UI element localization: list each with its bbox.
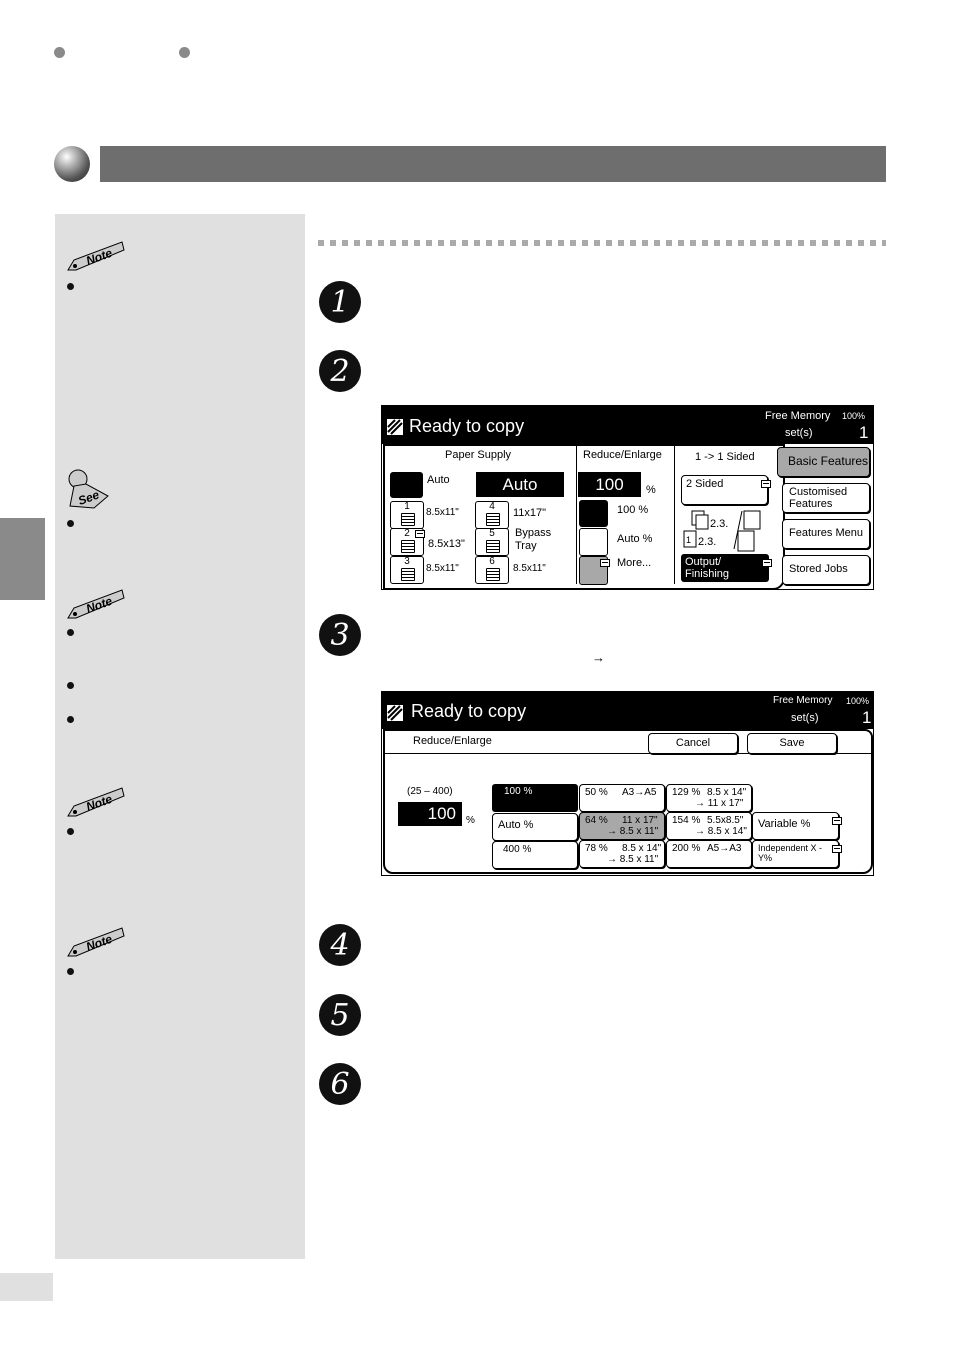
two-sided-button[interactable]: 2 Sided	[681, 475, 768, 505]
reduce-100-button[interactable]	[579, 500, 608, 527]
range-label: (25 – 400)	[407, 786, 453, 797]
preset-400-button[interactable]: 400 %	[492, 841, 578, 869]
see-pin-icon	[64, 466, 114, 512]
page-number-tab	[0, 1273, 53, 1301]
tab-stored-jobs[interactable]: Stored Jobs	[782, 555, 870, 585]
svg-text:2.3.: 2.3.	[710, 518, 729, 530]
notes-sidebar	[55, 214, 305, 1259]
screen-title: Ready to copy	[411, 701, 527, 721]
step-6-marker: 6	[319, 1063, 361, 1105]
variable-detail-icon	[832, 817, 842, 825]
note-label: Note	[84, 791, 115, 814]
paper-supply-heading: Paper Supply	[445, 449, 512, 461]
cancel-button[interactable]: Cancel	[648, 733, 738, 754]
note-tag-icon	[66, 786, 126, 820]
tray-1-button[interactable]: 1	[390, 501, 424, 529]
copier-screen-basic	[381, 405, 874, 590]
variable-percent-button[interactable]: Variable %	[752, 812, 839, 840]
see-bullet	[67, 520, 74, 527]
copier-status-icon	[386, 418, 404, 436]
output-finishing-button[interactable]: Output/ Finishing	[681, 554, 769, 582]
tab-basic-features[interactable]: Basic Features	[777, 447, 870, 477]
tray-4-button[interactable]: 4	[475, 501, 509, 529]
tray-6-button[interactable]: 6	[475, 556, 509, 584]
save-button[interactable]: Save	[747, 733, 837, 754]
tray-1-size: 8.5x11"	[426, 507, 459, 518]
tray-5-button[interactable]: 5	[475, 528, 509, 556]
reduce-more-detail-icon	[600, 559, 610, 567]
tray-3-button[interactable]: 3	[390, 556, 424, 584]
note-bullet	[67, 968, 74, 975]
preset-50-button[interactable]: 50 % A3→A5	[579, 784, 665, 812]
free-memory-label: Free Memory	[773, 695, 833, 706]
note-bullet	[67, 629, 74, 636]
note-label: Note	[84, 931, 115, 954]
note-bullet	[67, 828, 74, 835]
tray-4-size: 11x17"	[513, 507, 547, 519]
preset-auto-button[interactable]: Auto %	[492, 813, 578, 841]
tray-2-size: 8.5x13"	[428, 538, 465, 550]
tray-3-size: 8.5x11"	[426, 563, 459, 574]
reduce-unit: %	[646, 484, 656, 496]
reduce-auto-button[interactable]	[579, 528, 608, 556]
independent-detail-icon	[832, 845, 842, 853]
memory-percent: 100%	[842, 411, 866, 421]
header-dot-right	[179, 47, 190, 58]
tray-5-size: Bypass Tray	[515, 527, 552, 552]
zoom-unit: %	[466, 815, 475, 826]
reduce-panel-title: Reduce/Enlarge	[413, 735, 492, 747]
reduce-enlarge-heading: Reduce/Enlarge	[583, 449, 662, 461]
note-label: Note	[84, 245, 115, 268]
reduce-value-display: 100	[578, 472, 641, 497]
two-sided-detail-icon	[761, 480, 771, 488]
tray-6-size: 8.5x11"	[513, 563, 546, 574]
note-bullet	[67, 283, 74, 290]
preset-154-button[interactable]: 154 % 5.5x8.5" → 8.5 x 14"	[666, 812, 752, 840]
independent-xy-button[interactable]: Independent X - Y%	[752, 840, 839, 868]
reduce-auto-label: Auto %	[617, 533, 653, 545]
sets-label: set(s)	[791, 712, 819, 724]
sided-heading: 1 -> 1 Sided	[695, 451, 755, 463]
reduce-more-label: More...	[617, 557, 652, 569]
paper-auto-label: Auto	[427, 474, 450, 486]
svg-text:1: 1	[686, 535, 692, 545]
free-memory-label: Free Memory	[765, 410, 831, 422]
preset-64-button[interactable]: 64 % 11 x 17" → 8.5 x 11"	[579, 812, 665, 840]
note-tag-icon	[66, 926, 126, 960]
note-label: Note	[84, 593, 115, 616]
tab-customised-features[interactable]: Customised Features	[782, 483, 870, 513]
step-2-marker: 2	[319, 350, 361, 392]
note-bullet	[67, 716, 74, 723]
preset-100-button[interactable]: 100 %	[492, 784, 578, 812]
preset-78-button[interactable]: 78 % 8.5 x 14" → 8.5 x 11"	[579, 840, 665, 868]
tab-features-menu[interactable]: Features Menu	[782, 519, 870, 549]
copier-screen-reduce-enlarge	[381, 691, 874, 876]
sets-value: 1	[859, 423, 869, 442]
output-detail-icon	[762, 559, 772, 567]
preset-129-button[interactable]: 129 % 8.5 x 14" → 11 x 17"	[666, 784, 752, 812]
sets-value: 1	[862, 708, 872, 727]
svg-text:2.3.: 2.3.	[698, 536, 717, 548]
tray-2-detail-icon	[415, 530, 425, 538]
step-3-marker: 3	[319, 614, 361, 656]
paper-auto-button[interactable]	[390, 472, 423, 498]
preset-200-button[interactable]: 200 % A5→A3	[666, 840, 752, 868]
sets-label: set(s)	[785, 427, 813, 439]
chapter-tab	[0, 518, 45, 600]
step-1-marker: 1	[319, 281, 361, 323]
arrow-glyph: →	[592, 650, 605, 665]
reduce-100-label: 100 %	[617, 504, 649, 516]
note-tag-icon	[66, 588, 126, 622]
memory-percent: 100%	[846, 696, 870, 706]
column-divider	[576, 446, 577, 584]
tray-2-button[interactable]: 2	[390, 528, 424, 556]
paper-auto-display: Auto	[476, 472, 564, 497]
see-label: See	[76, 487, 102, 508]
duplex-pages-icon	[682, 507, 764, 553]
section-sphere-icon	[54, 146, 90, 182]
step-5-marker: 5	[319, 994, 361, 1036]
dashed-divider	[318, 240, 886, 246]
column-divider	[674, 446, 675, 584]
zoom-value-field[interactable]: 100	[398, 802, 462, 826]
copier-status-icon	[386, 704, 404, 722]
header-dot-left	[54, 47, 65, 58]
screen-title: Ready to copy	[409, 416, 525, 436]
step-4-marker: 4	[319, 924, 361, 966]
note-bullet	[67, 682, 74, 689]
note-tag-icon	[66, 240, 126, 274]
section-header-bar	[100, 146, 886, 182]
